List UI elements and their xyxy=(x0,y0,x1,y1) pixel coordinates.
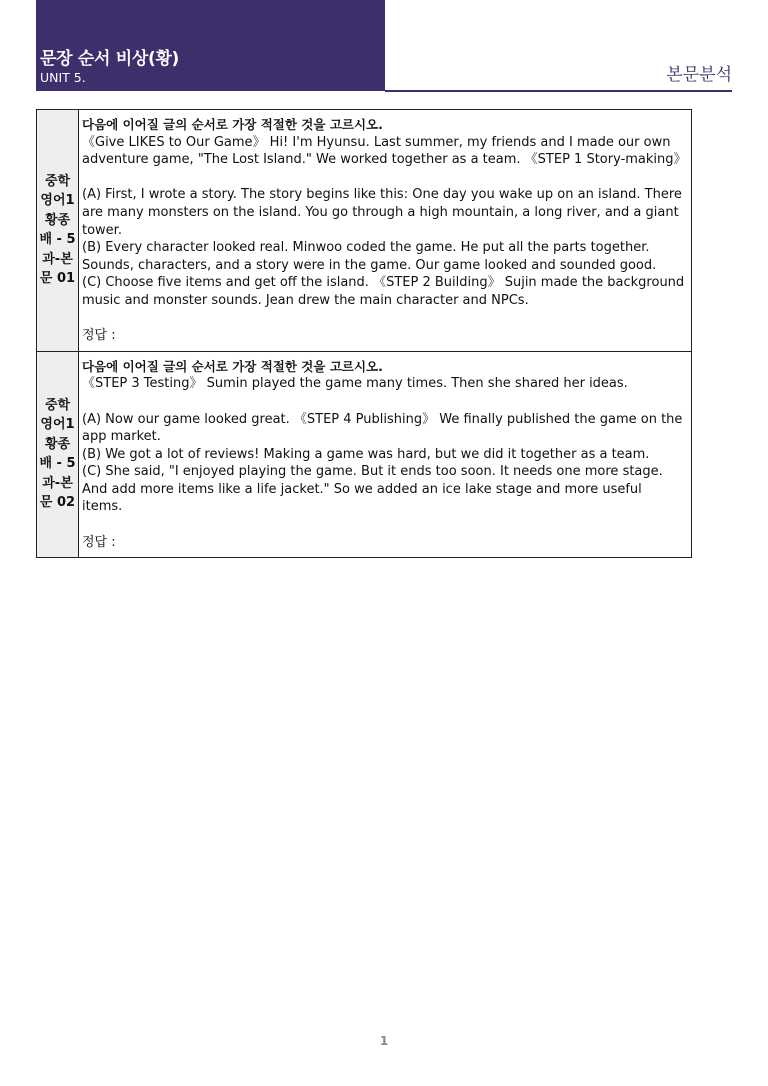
page-number: 1 xyxy=(379,1034,389,1048)
label-line: 황종 xyxy=(44,436,71,452)
question-content xyxy=(79,110,692,352)
option-c: (C) She said, "I enjoyed playing the game. But it ends too soon. It needs one more stage. And add more items like a life jacket." So we added an ice lake stage and more useful items. xyxy=(82,464,663,515)
question-label xyxy=(37,351,79,558)
spacer xyxy=(82,169,685,187)
label-line: 영어1 xyxy=(40,417,75,433)
label-line: 중학 xyxy=(44,173,71,189)
option-b: (B) Every character looked real. Minwoo coded the game. He put all the parts together. Sounds, characters, and a story were in the game. Our game looked and sounded good. xyxy=(82,240,657,273)
unit-label: UNIT 5. xyxy=(40,70,86,85)
option-a: (A) Now our game looked great. 《STEP 4 Publishing》 We finally published the game on the app market. xyxy=(82,411,683,445)
label-line: 과-본 xyxy=(42,251,73,267)
question-passage: 《Give LIKES to Our Game》 Hi! I'm Hyunsu. Last summer, my friends and I made our own adventure game, "The Lost Island." We worked together as a team. 《STEP 1 Story-making》 xyxy=(82,134,687,168)
answer-field[interactable]: 정답 : xyxy=(82,328,116,344)
label-line: 문 01 xyxy=(39,271,76,287)
question-row xyxy=(37,351,692,558)
option-a: (A) First, I wrote a story. The story begins like this: One day you wake up on an island. There are many monsters on the island. You go through a high mountain, a long river, and a giant tower. xyxy=(82,187,682,238)
question-label xyxy=(37,110,79,352)
question-instruction: 다음에 이어질 글의 순서로 가장 적절한 것을 고르시오. xyxy=(82,358,383,374)
option-b: (B) We got a lot of reviews! Making a game was hard, but we did it together as a team. xyxy=(82,446,650,462)
option-c: (C) Choose five items and get off the island. 《STEP 2 Building》 Sujin made the background music and monster sounds. Jean drew the main character and NPCs. xyxy=(82,275,685,308)
question-content xyxy=(79,351,692,558)
question-passage: 《STEP 3 Testing》 Sumin played the game many times. Then she shared her ideas. xyxy=(82,376,628,392)
spacer xyxy=(82,393,685,411)
worksheet-title: 문장 순서 비상(황) xyxy=(40,49,180,69)
label-line: 황종 xyxy=(44,212,71,228)
spacer xyxy=(82,516,685,534)
label-line: 배 - 5 xyxy=(39,232,76,248)
section-label: 본문분석 xyxy=(666,65,732,85)
question-table xyxy=(36,109,692,558)
question-instruction: 다음에 이어질 글의 순서로 가장 적절한 것을 고르시오. xyxy=(82,117,383,132)
label-line: 중학 xyxy=(44,397,71,413)
answer-field[interactable]: 정답 : xyxy=(82,534,116,550)
header-banner xyxy=(36,0,385,91)
header-divider xyxy=(385,90,732,92)
spacer xyxy=(82,310,685,328)
label-line: 문 02 xyxy=(39,495,76,511)
label-line: 배 - 5 xyxy=(39,456,76,472)
question-row xyxy=(37,110,692,352)
label-line: 영어1 xyxy=(40,193,75,209)
label-line: 과-본 xyxy=(42,475,73,491)
